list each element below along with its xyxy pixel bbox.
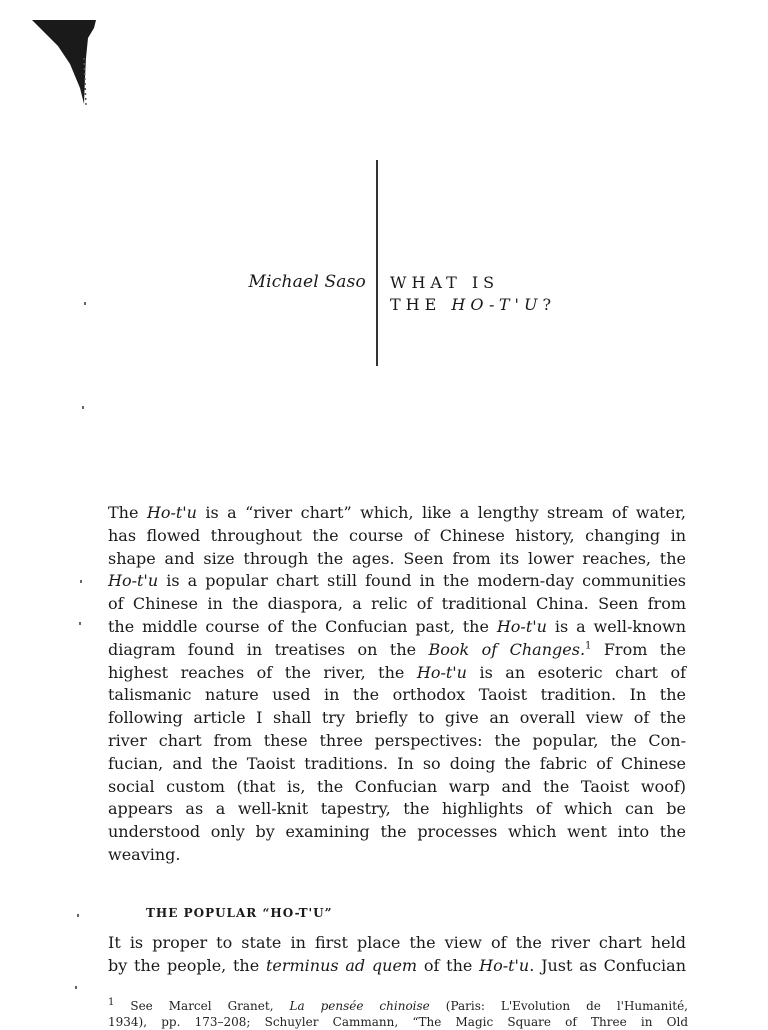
text-line: Ho-t'u is a popular chart still found in the modern-day communities	[108, 571, 686, 591]
text-line: fucian, and the Taoist traditions. In so doing the fabric of Chinese	[108, 753, 686, 773]
text-line: social custom (that is, the Confucian warp and the Taoist woof)	[108, 776, 686, 796]
text-line: highest reaches of the river, the Ho-t'u is an esoteric chart of	[108, 662, 686, 682]
text-line: has flowed throughout the course of Chinese history, changing in	[108, 525, 686, 545]
body-paragraph	[108, 502, 686, 867]
text-line: The Ho-t'u is a “river chart” which, like a lengthy stream of water,	[108, 503, 687, 522]
text-line: talismanic nature used in the orthodox Taoist tradition. In the	[108, 685, 686, 705]
margin-mark	[75, 986, 77, 989]
title-line-2: THE HO-T'U?	[390, 295, 557, 314]
author-name: Michael Saso	[248, 272, 366, 292]
margin-mark	[77, 914, 79, 917]
margin-mark	[80, 580, 82, 583]
text-line: understood only by examining the processes which went into the	[108, 822, 686, 842]
footnote	[108, 998, 688, 1030]
article-title	[390, 272, 556, 316]
margin-mark	[84, 302, 86, 305]
text-line: weaving.	[108, 844, 181, 864]
text-line: of Chinese in the diaspora, a relic of traditional China. Seen from	[108, 594, 686, 614]
text-line: the middle course of the Confucian past, the Ho-t'u is a well-known	[108, 616, 686, 636]
text-line: by the people, the terminus ad quem of the Ho-t'u. Just as Confucian	[108, 955, 687, 975]
article-header	[0, 160, 768, 366]
section-paragraph	[108, 932, 686, 978]
text-line: river chart from these three perspectives: the popular, the Con-	[108, 730, 686, 750]
margin-mark	[82, 406, 84, 409]
corner-scan-mark	[30, 18, 98, 108]
text-line: diagram found in treatises on the Book of Changes.$^1$ From the	[108, 639, 687, 659]
text-line: following article I shall try briefly to give an overall view of the	[108, 708, 686, 728]
section-heading: THE POPULAR “HO-T'U”	[146, 906, 333, 920]
text-line: $^1$ See Marcel Granet, La pensée chinoise (Paris: L'Evolution de l'Humanité,	[108, 997, 688, 1013]
text-line: shape and size through the ages. Seen from its lower reaches, the	[108, 548, 686, 568]
text-line: It is proper to state in first place the view of the river chart held	[108, 933, 686, 952]
title-line-1: WHAT IS	[390, 273, 500, 292]
text-line: 1934), pp. 173–208; Schuyler Cammann, “The Magic Square of Three in Old	[108, 1015, 688, 1029]
margin-mark	[79, 622, 81, 625]
header-divider	[376, 160, 378, 366]
text-line: appears as a well-knit tapestry, the highlights of which can be	[108, 799, 686, 819]
